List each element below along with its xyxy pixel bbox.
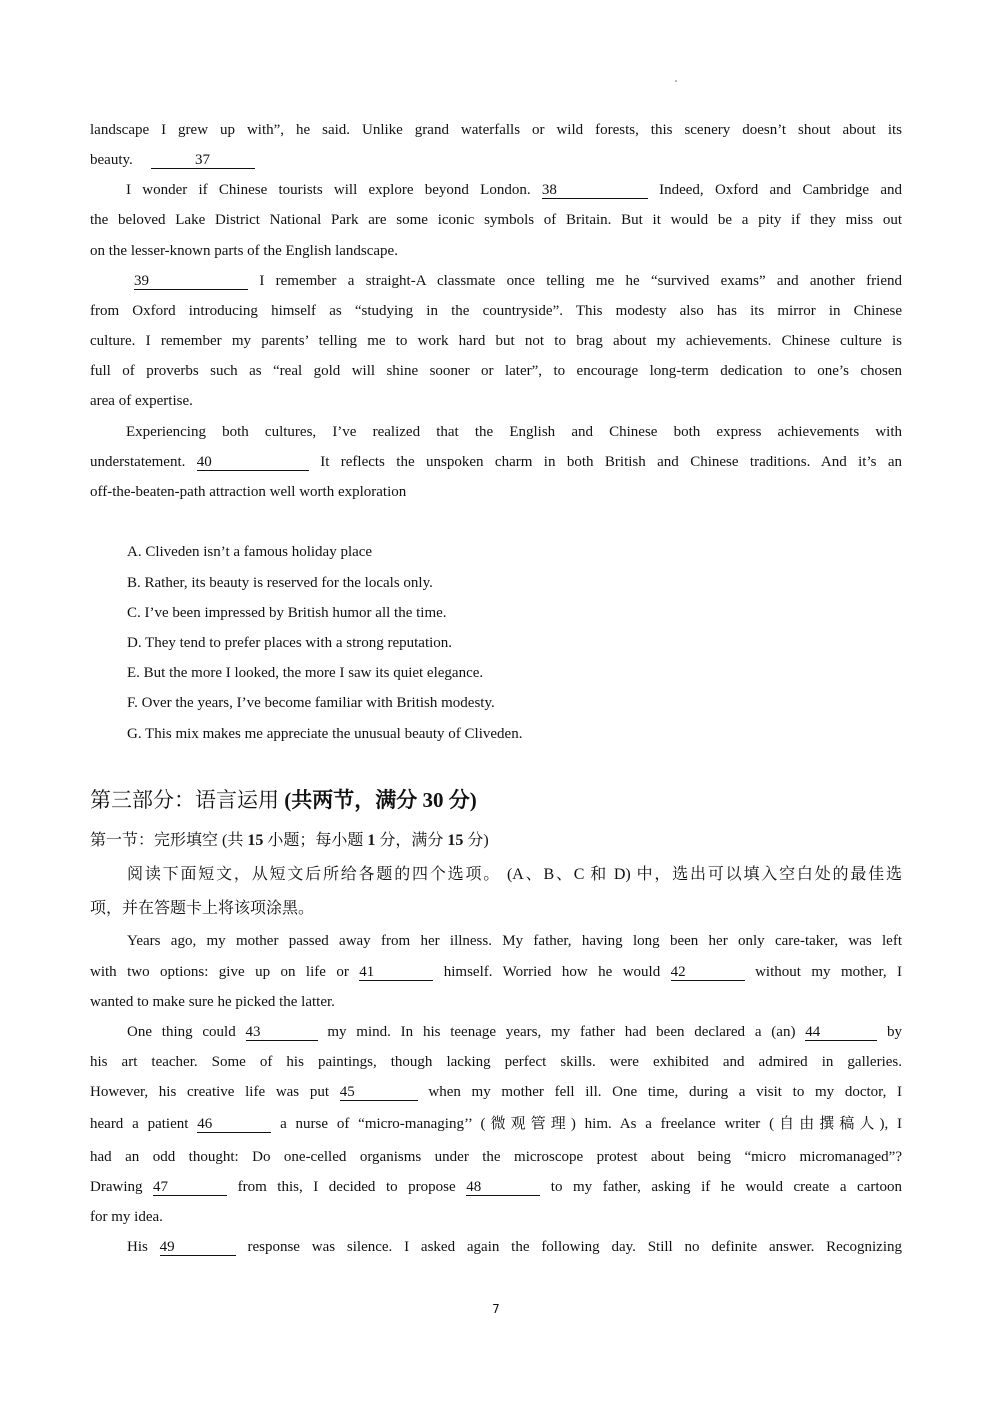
option-e: E. But the more I looked, the more I saw its quiet elegance. — [127, 665, 484, 681]
passage-line: Experiencing both cultures, I’ve realized that the English and Chinese both express achievements with — [126, 424, 902, 440]
option-a: A. Cliveden isn’t a famous holiday place — [127, 544, 373, 560]
section-total: 15 — [447, 832, 464, 849]
passage-text: One thing could — [127, 1024, 236, 1040]
passage-text: beauty. — [90, 152, 133, 168]
passage-text: himself. Worried how he would — [443, 964, 661, 980]
section-title: 第一节：完形填空 (共 — [90, 832, 248, 849]
passage-line — [90, 150, 902, 170]
answer-blank-43: 43 — [246, 1024, 318, 1041]
passage-line: for my idea. — [90, 1209, 163, 1225]
passage-text: with two options: give up on life or — [90, 964, 349, 980]
passage-line — [90, 1082, 902, 1102]
option-f: F. Over the years, I’ve become familiar with British modesty. — [127, 695, 495, 711]
passage-line — [90, 452, 902, 472]
passage-line — [90, 962, 902, 982]
passage-text: when my mother fell ill. One time, during a visit to my doctor, I — [428, 1084, 903, 1100]
answer-blank-42: 42 — [671, 964, 745, 981]
passage-line: landscape I grew up with”, he said. Unlike grand waterfalls or wild forests, this scenery doesn’t shout about its — [90, 122, 902, 138]
passage-text: without my mother, I — [755, 964, 903, 980]
passage-line: Years ago, my mother passed away from her illness. My father, having long been her only care-taker, was left — [127, 933, 902, 949]
passage-text: to my father, asking if he would create a cartoon — [550, 1179, 903, 1195]
passage-text: It reflects the unspoken charm in both British and Chinese traditions. And it’s an — [320, 454, 903, 470]
passage-text: I wonder if Chinese tourists will explore beyond London. — [126, 182, 531, 198]
part-score: 30 — [422, 788, 444, 812]
section-text: 分，满分 — [375, 832, 448, 849]
section-points: 1 — [367, 832, 376, 849]
passage-line: culture. I remember my parents’ telling me to work hard but not to brag about my achievements. Chinese culture is — [90, 333, 902, 349]
answer-blank-47: 47 — [153, 1179, 227, 1196]
passage-line: area of expertise. — [90, 393, 193, 409]
passage-line — [134, 271, 902, 291]
option-d: D. They tend to prefer places with a strong reputation. — [127, 635, 453, 651]
passage-text: heard a patient — [90, 1116, 189, 1132]
passage-text: understatement. — [90, 454, 186, 470]
scan-speck — [675, 80, 677, 82]
passage-text: His — [127, 1239, 148, 1255]
option-g: G. This mix makes me appreciate the unusual beauty of Cliveden. — [127, 726, 523, 742]
option-c: C. I’ve been impressed by British humor all the time. — [127, 605, 447, 621]
passage-text: I remember a straight-A classmate once telling me he “survived exams” and another friend — [259, 273, 902, 289]
passage-line: wanted to make sure he picked the latter. — [90, 994, 335, 1010]
passage-line — [127, 1022, 902, 1042]
passage-line: from Oxford introducing himself as “studying in the countryside”. This modesty also has its mirror in Chinese — [90, 303, 902, 319]
answer-blank-39: 39 — [134, 273, 248, 290]
passage-line — [90, 1177, 902, 1197]
answer-blank-48: 48 — [466, 1179, 540, 1196]
passage-text: Indeed, Oxford and Cambridge and — [659, 182, 903, 198]
answer-blank-41: 41 — [359, 964, 433, 981]
part-title-paren: (共两节，满分 — [284, 788, 423, 812]
part-title: 第三部分：语言运用 — [90, 788, 285, 812]
passage-text: response was silence. I asked again the following day. Still no definite answer. Recognizing — [247, 1239, 902, 1255]
passage-line: full of proverbs such as “real gold will shine sooner or later”, to encourage long-term dedication to one’s chosen — [90, 363, 902, 379]
section-heading — [90, 831, 489, 851]
answer-blank-44: 44 — [805, 1024, 877, 1041]
part-title-paren-end: 分) — [443, 788, 477, 812]
passage-text: a nurse of “micro-managing’’ (微观管理) him. As a freelance writer (自由撰稿人), I — [280, 1116, 903, 1132]
instruction-line: 阅读下面短文，从短文后所给各题的四个选项。 (A、B、C 和 D) 中，选出可以填入空白处的最佳选 — [127, 866, 902, 883]
answer-blank-46: 46 — [197, 1116, 271, 1133]
passage-line: the beloved Lake District National Park are some iconic symbols of Britain. But it would be a pity if they miss out — [90, 212, 902, 228]
passage-line: off-the-beaten-path attraction well worth exploration — [90, 484, 407, 500]
passage-line: had an odd thought: Do one-celled organisms under the microscope protest about being “micro micromanaged”? — [90, 1149, 902, 1165]
option-b: B. Rather, its beauty is reserved for the locals only. — [127, 575, 433, 591]
instruction-line: 项，并在答题卡上将该项涂黑。 — [90, 900, 315, 917]
part-heading — [90, 786, 477, 814]
section-text: 小题；每小题 — [263, 832, 368, 849]
passage-text: by — [887, 1024, 903, 1040]
passage-text: from this, I decided to propose — [237, 1179, 456, 1195]
passage-line: on the lesser-known parts of the English landscape. — [90, 243, 398, 259]
passage-line — [90, 1114, 902, 1134]
section-text: 分) — [463, 832, 489, 849]
passage-line: his art teacher. Some of his paintings, though lacking perfect skills. were exhibited and admired in galleries. — [90, 1054, 902, 1070]
passage-text: However, his creative life was put — [90, 1084, 329, 1100]
answer-blank-37: 37 — [151, 152, 255, 169]
passage-text: my mind. In his teenage years, my father had been declared a (an) — [327, 1024, 796, 1040]
answer-blank-49: 49 — [160, 1239, 236, 1256]
page-number: 7 — [492, 1302, 500, 1316]
answer-blank-40: 40 — [197, 454, 309, 471]
answer-blank-38: 38 — [542, 182, 648, 199]
passage-text: Drawing — [90, 1179, 143, 1195]
answer-blank-45: 45 — [340, 1084, 418, 1101]
section-count: 15 — [247, 832, 264, 849]
passage-line — [126, 180, 902, 200]
passage-line — [127, 1237, 902, 1257]
